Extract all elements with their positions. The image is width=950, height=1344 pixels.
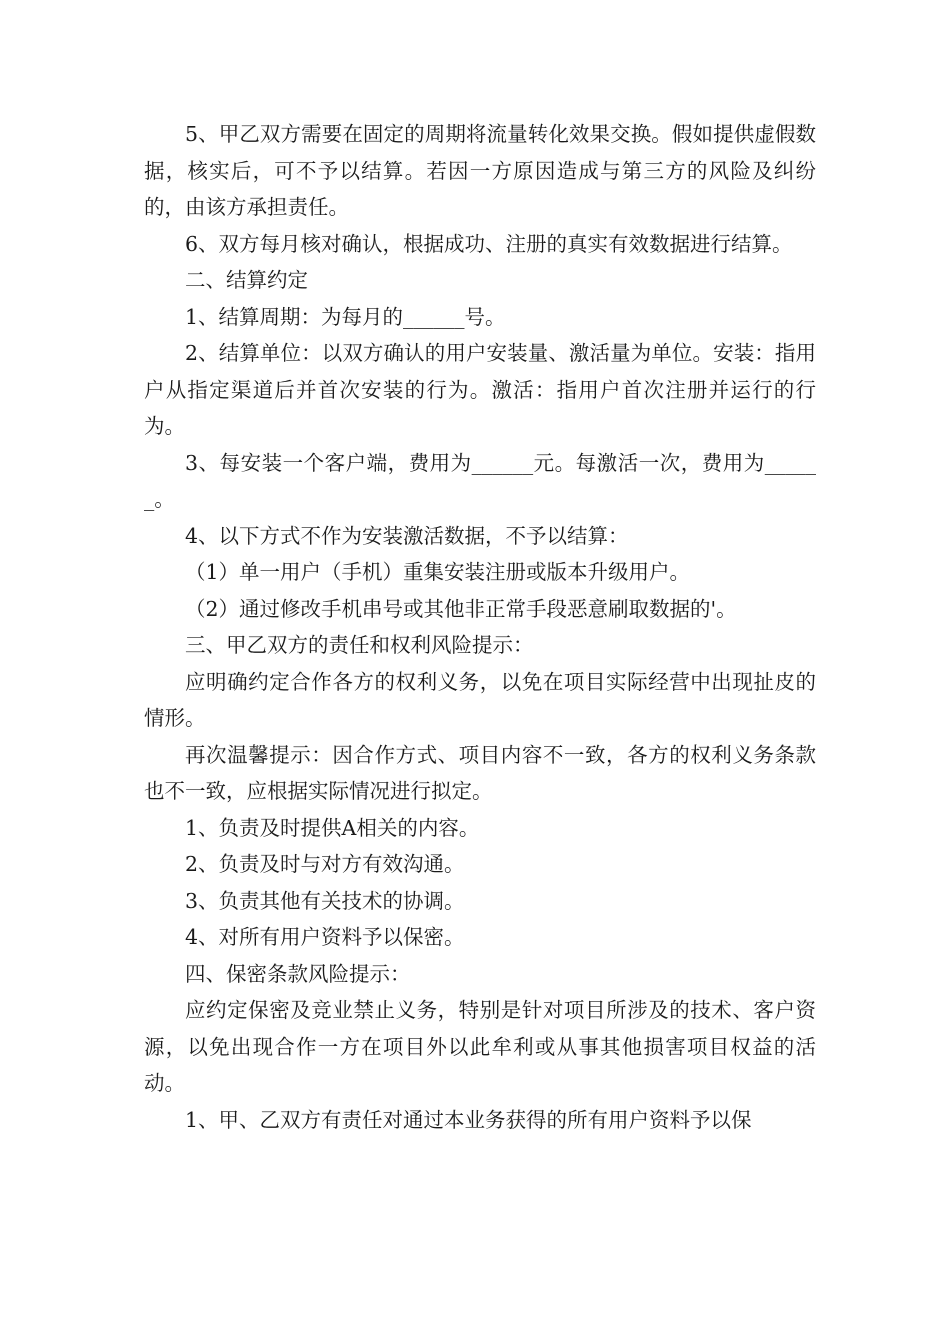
paragraph-confidentiality: 应约定保密及竞业禁止义务，特别是针对项目所涉及的技术、客户资源，以免出现合作一方在项目外以此牟利或从事其他损害项目权益的活动。 (144, 998, 816, 1095)
paragraph-clause-6: 6、双方每月核对确认，根据成功、注册的真实有效数据进行结算。 (185, 231, 793, 256)
list-item-duty-3: 3、负责其他有关技术的协调。 (185, 888, 465, 913)
paragraph-fees: 3、每安装一个客户端，费用为______元。每激活一次，费用为______。 (144, 450, 816, 511)
list-item-exclusion-1: （1）单一用户（手机）重集安装注册或版本升级用户。 (185, 560, 691, 584)
section-heading-responsibilities: 三、甲乙双方的责任和权利风险提示： (185, 633, 534, 657)
list-item-duty-4: 4、对所有用户资料予以保密。 (185, 925, 465, 949)
paragraph-settlement-unit: 2、结算单位：以双方确认的用户安装量、激活量为单位。安装：指用户从指定渠道后并首次安装的行为。激活：指用户首次注册并运行的行为。 (144, 341, 816, 438)
section-heading-settlement: 二、结算约定 (185, 268, 308, 292)
section-heading-confidentiality: 四、保密条款风险提示： (185, 961, 411, 986)
paragraph-settlement-cycle: 1、结算周期：为每月的______号。 (185, 304, 506, 329)
list-item-duty-2: 2、负责及时与对方有效沟通。 (185, 852, 465, 876)
paragraph-rights-obligations: 应明确约定合作各方的权利义务，以免在项目实际经营中出现扯皮的情形。 (144, 669, 816, 730)
paragraph-clause-5: 5、甲乙双方需要在固定的周期将流量转化效果交换。假如提供虚假数据，核实后，可不予以结算。若因一方原因造成与第三方的风险及纠纷的，由该方承担责任。 (144, 122, 816, 219)
paragraph-exclusions: 4、以下方式不作为安装激活数据，不予以结算： (185, 523, 629, 548)
document-body (144, 116, 816, 1138)
paragraph-reminder: 再次温馨提示：因合作方式、项目内容不一致，各方的权利义务条款也不一致，应根据实际情况进行拟定。 (144, 742, 816, 803)
paragraph-confidentiality-clause-1: 1、甲、乙双方有责任对通过本业务获得的所有用户资料予以保 (185, 1107, 752, 1132)
list-item-duty-1: 1、负责及时提供A相关的内容。 (185, 815, 480, 840)
list-item-exclusion-2: （2）通过修改手机串号或其他非正常手段恶意刷取数据的'。 (185, 596, 737, 621)
